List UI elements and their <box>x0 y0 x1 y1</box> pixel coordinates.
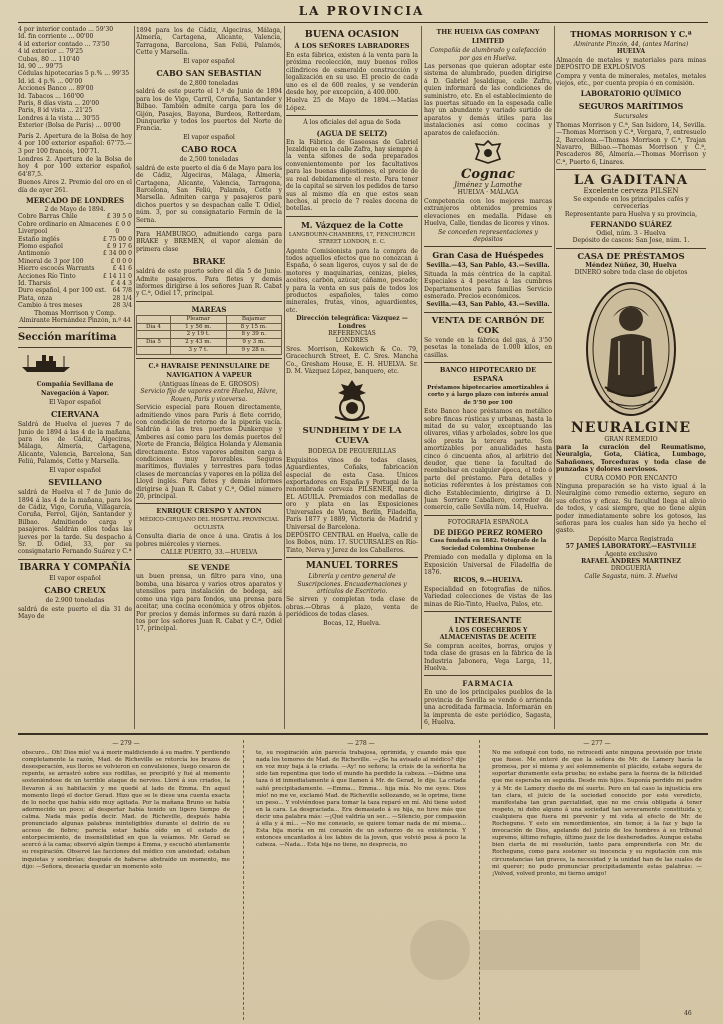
bolsa-row: Id. id. 4 p.% ... 00'00 <box>18 77 83 85</box>
neuralgine-text: para la curación del Reumatismo, Neuralgia, Gota, Ciática, Lumbago, Sabañones, Torceduras y toda clase de punzadas y dolores nerviosos. <box>556 443 706 474</box>
divider <box>136 358 282 359</box>
mareas-cell <box>137 346 171 354</box>
soda-title: Á los oficiales del agua de Soda <box>303 119 401 127</box>
brake-intro: Para HAMBURGO, admitiendo carga para BRAKE y BREMEN, el vapor alemán de primera clase <box>136 230 282 253</box>
referencias-text: Sres. Morrison, Kekewich & Co. 79, Gracechurch Street, E. C. Sres. Mancha Co., Gresham House, E. H. HUELVA. Sr. D. M. Vázquez López, banquero, etc. <box>286 345 418 376</box>
ibarra-text: saldrá de este puerto el día 31 de Mayo de <box>18 605 132 620</box>
brake-text: saldrá de este puerto sobre el día 5 de Junio. Admite pasajeros. Para fletes y demás informes dirigirse á los señores Juan R. Cabat y C.ª, Odiel 17, principal. <box>136 268 282 298</box>
ship-subtitle: El vapor español <box>183 57 235 65</box>
mercado-item: Estaño inglés <box>18 235 60 243</box>
ship-tons: de 2,800 toneladas <box>179 80 239 88</box>
divider <box>556 248 706 249</box>
gas-company-title: THE HUELVA GAS COMPANY LIMITED <box>436 29 540 45</box>
bolsa-row: Id. 90 ... 99'75 <box>18 63 63 71</box>
cognac-text: Competencia con los mejores marcas extranjeros obtenidos premios y elevaciones en medalla. Pídase en Huelva, Calle, tiendas de licores y vinos. <box>424 197 552 228</box>
mercado-row <box>18 250 132 257</box>
neuralgine-subtitle: GRAN REMEDIO <box>604 435 658 443</box>
vazquez-telegraph: Dirección telegráfica: Vázquez — Londres <box>296 315 408 330</box>
column-5 <box>556 26 706 729</box>
vazquez-title: M. Vázquez de la Cotte <box>300 219 404 230</box>
farmacia-title: FARMACIA <box>462 679 514 689</box>
mercado-price: £ 9 17 6 <box>106 242 132 250</box>
mareas-cell: 3 y 7 t. <box>171 346 226 354</box>
bolsa-row: París, 8 días vista ... 20'00 <box>18 100 100 108</box>
bolsa-row: Exterior (Bolsa de París) ... 00'00 <box>18 122 121 130</box>
referencias-city: LONDRES <box>335 337 369 345</box>
foto-address: RICOS, 9.—HUELVA. <box>453 577 523 585</box>
mercado-price: 28 1/4 <box>112 294 132 302</box>
buena-ocasion-subtitle: Á LOS SEÑORES LABRADORES <box>294 42 410 50</box>
mercado-price: £ 14 11 0 <box>102 272 132 280</box>
column-3 <box>286 26 418 729</box>
folletin-page-number: — 279 — <box>112 740 140 747</box>
mercado-item: Id. Tharsis <box>18 280 51 287</box>
column-rule <box>421 26 422 729</box>
mareas-cell: 2 y 19 t. <box>171 331 226 339</box>
divider <box>556 169 706 170</box>
morrison-address: Almirante Pinzón, 44, (antes Marina) <box>573 41 689 48</box>
steamship-icon <box>18 353 74 373</box>
ship-tons: de 2,500 toneladas <box>179 156 239 164</box>
havraise-subtitle: (Antiguas líneas de E. GROSOS) <box>159 380 259 388</box>
foto-name: DE DIEGO PEREZ ROMERO <box>433 528 543 538</box>
mareas-cell: Día 5 <box>137 339 171 347</box>
sheet-number: 46 <box>684 1010 692 1017</box>
divider <box>18 347 132 348</box>
ship2-subtitle: El vapor español <box>49 466 101 474</box>
foto-subtitle: Casa fundada en 1882. Fotógrafo de la Sociedad Colombina Onubense <box>429 538 547 552</box>
mareas-cell: 9 y 3 m. <box>226 339 282 347</box>
mercado-item: Cobre Barras Chile <box>18 213 78 221</box>
neuralgine-agent: Agente exclusivo <box>604 550 658 558</box>
mercado-price: 64 7/8 <box>112 287 132 295</box>
bolsa-row: Acciones Banco ... 89'00 <box>18 85 94 93</box>
mareas-row <box>137 339 282 347</box>
mareas-cell: 2 y 43 m. <box>171 339 226 347</box>
divider <box>136 301 282 302</box>
interesante-text: Se compran aceites, borras, orujos y toda clase de grasas en la fábrica de la Industria Jabonera, Vega Larga, 11, Huelva. <box>424 642 552 672</box>
ibarra-ship: CABO CREUX <box>44 585 106 596</box>
cia-title: Compañía Sevillana de Navegación á Vapor. <box>36 380 114 397</box>
mercado-item: Mineral de 3 por 100 <box>18 257 84 265</box>
divider <box>18 559 132 560</box>
mercado-item: Plomo español <box>18 242 63 250</box>
mercado-item: Antimonio <box>18 250 50 258</box>
mareas-cell: 8 y 39 n. <box>226 331 282 339</box>
top-rule <box>18 22 708 23</box>
column-1 <box>18 26 132 729</box>
section-maritima-title: Sección marítima <box>18 332 117 344</box>
huespedes-text: Situada la más céntrica de la capital. Especiales á 4 pesetas á las cumbres Departamentos para familias Servicio esmerado. Precios económicos. <box>424 270 552 300</box>
torres-title: MANUEL TORRES <box>305 561 399 572</box>
mercado-price: £ 41 6 <box>112 265 132 273</box>
ship1-name: CIERVANA <box>51 409 99 420</box>
mercado-item: Duro español, 4 por 100 ext. <box>18 287 107 295</box>
crespo-address: CALLE PUERTO, 33.—HUELVA <box>160 549 258 557</box>
paris-note: París 2. Apertura de la Bolsa de hoy 4 por 100 exterior español: 67'75.—3 por 100 francés, 100'71. <box>18 132 132 155</box>
buenos-aires-note: Buenos Aires 2. Premio del oro en el día de ayer 261. <box>18 179 132 194</box>
folletin-page-279 <box>22 740 230 1020</box>
mercado-item: Cambio á tres meses <box>18 302 83 310</box>
divider <box>136 503 282 504</box>
ship1-subtitle: El Vapor español <box>48 398 102 406</box>
ibarra-title: IBARRA Y COMPAÑÍA <box>19 562 131 573</box>
foto-text: Premiado con medalla y diploma en la Exposición Universal de Filadelfia de 1876. <box>424 554 552 576</box>
morrison-text-2: Compra y venta de minerales, metales, metales viejos, etc., por cuenta propia ó en comisión. <box>556 72 706 88</box>
vazquez-address: LANGBOURN-CHAMBERS, 17, FENCHURCH STREET LONDON, E. C. <box>288 231 416 246</box>
divider <box>424 362 552 363</box>
brake-title: BRAKE <box>192 256 226 267</box>
neuralgine-lab: 57 JAMES LABORATORY.—EASTVILLE <box>565 543 697 551</box>
banco-title: BANCO HIPOTECARIO DE ESPAÑA <box>439 365 537 383</box>
neuralgine-portrait-medallion-icon <box>583 279 679 419</box>
banco-text: Este Banco hace préstamos en metálico sobre fincas rústicas y urbanas, hasta la mitad de su valor, exceptuando las olivares, viñas y arbolados, sobre los que sólo presta la tercera parte. Son amortizables por anualidades hasta cinco ó cincuenta años, al arbitrio del deudor, que tiene la facultad de reembolsar en cualquier época, el todo ó parte del préstamo. Para detalles y noticias referentes á los préstamos con dicho Establecimiento, dirigirse á D. Juan Sorriere Caballero, corredor de comercio, calle Sevilla núm. 14, Huelva. <box>424 408 552 512</box>
neuralgine-drugstore: DROGUERÍA <box>610 565 652 573</box>
column-rule <box>243 740 244 1020</box>
soda-name: (AGUA DE SELTZ) <box>316 128 388 138</box>
londres-note: Londres 2. Apertura de la Bolsa de hoy 4 por 100 exterior español, 64'87,5. <box>18 155 132 178</box>
folletin-page-number: — 277 — <box>583 740 611 747</box>
ship1-text: Saldrá de Huelva el jueves 7 de Junio de 1894 á las 4 de la mañana, para los de Cádiz, Algeciras, Málaga, Almería, Cartagena, Alicante, Valencia, Barcelona, San Feliú, Palamós, Cette y Marsella. <box>18 421 132 466</box>
folletin-text: obscuro... Oh! Dios mío! va á morir maldiciendo á su madre. Y perdiendo completamente la razón, Mad. de Richeville se retorcía los brazos de desesperación, sus lloros se volvieron en convulsiones, luego cesaron de repente, se arrastró sobre sus rodillas, se precipitó y fué al momento sosteniéndose de un terrible ataque de nervios. Lloré á sus criados, la llevaron á su habitación y me quedé al lado de Emma. En aquel momento llegó el doctor Gerad. Hizo que se le diese una cuenta exacta de lo noche que había sido muy agitada. Por la mañana Bruno se había adormecido un poco; al despertar había tenido un ligero tiempo de calma. Nada más podía decir. Mad. de Richeville, después había pronunciado algunas palabras ininteligibles durante el delirio de su acceso de fiebre; parecía estar había oído en el estado de entorpecimiento, de insensibilidad en que la veíamos. Mr. Gerad se acercó á la cama; observó algún tiempo á Emma, y escuchó atentamente su respiración. Observé las facciones del médico con ansiedad; estaban inquietas y sombrías; después de haberse abstraído un momento, me dijo: —Señora, desearía quedar un momento solo <box>22 750 230 870</box>
archive-watermark-icon <box>400 910 650 990</box>
interesante-title: INTERESANTE <box>454 614 522 625</box>
ibarra-subtitle: El vapor español <box>49 574 101 582</box>
mareas-row <box>137 331 282 339</box>
se-vende-text: un buen prensa, un filtro para vino, una bomba, una bisarca y varios otros aparatos y utensilios para instalación de bodega, así como una viga para fondos, una prensa para aceitar, una cocina económica y otros objetos. Por precios y demás informes su dará razón á tos por los señores Juan R. Cabat y C.ª, Odiel 17, principal. <box>136 573 282 633</box>
havraise-title: C.ª HAVRAISE PENINSULAIRE DE NAVIGATION Á VAPEUR <box>148 362 270 379</box>
sucursales-text: Thomas Morrison y C.ª, San Isidoro, 14, Sevilla.—Thomas Morrison y C.ª, Vergara, 7, entresuelo 2, Barcelona.—Thomas Morrison y C.ª, Trajan Navarro, Bilbao.—Thomas Morrison y C.ª, Pescaderos 86, Almería.—Thomas Morrison y C.ª, Puerto 6, Linares. <box>556 121 706 166</box>
cabo-roca-text: saldrá de este puerto el día 6 de Mayo para los de Cádiz, Algeciras, Málaga, Almería, Cartagena, Alicante, Valencia, Tarragona, Barcelona, San Feliú, Palamós, Cette y Marsella. Admiten carga y pasajeros para dichos puertos y se despachan calle T. Odiel, núm. 3, por su consignatario Fermín de la Serna. <box>136 164 282 224</box>
mareas-row <box>137 323 282 331</box>
mercado-item: Acciones Río Tinto <box>18 272 76 280</box>
mercado-sign: Thomas Morrison y Comp. <box>34 309 116 317</box>
mercado-item: Cobre ordinario en Almacenes Liverpool <box>18 220 113 236</box>
bolsa-row: 4 id exterior ... 79'25 <box>18 48 84 56</box>
morrison-title: THOMAS MORRISON Y C.ª <box>570 29 692 39</box>
coke-title: VENTA DE CARBÓN DE COK <box>431 315 545 336</box>
column-rule <box>134 26 135 729</box>
coat-of-arms-icon <box>329 377 375 423</box>
folletin-page-number: — 278 — <box>347 740 375 747</box>
morrison-city: HUELVA <box>616 48 646 56</box>
mercado-price: £ 34 00 0 <box>102 250 132 258</box>
divider <box>424 675 552 676</box>
sundheim-text: Exquisitos vinos de todas clases, Aguardientes, Coñaks, fabricación especial de esta Casa. Unicos exportadores en España y Portugal de la renombrada cerveza PILSENER, marca EL AGUILA. Premiados con medallas de oro y plata en las Exposiciones Universales de Viena, Berlín, Filadelfia, París 1877 y 1889, Victoria de Madrid y Universal de Barcelona. <box>286 456 418 531</box>
mercado-row <box>18 287 132 294</box>
folletin-rule <box>18 733 708 735</box>
se-vende-title: SE VENDE <box>188 563 230 573</box>
mercado-row <box>18 236 132 243</box>
cabo-san-sebastian-title: CABO SAN SEBASTIAN <box>156 68 262 79</box>
bolsa-row: Cédulas hipotecarias 5 p.% ... 99'35 <box>18 70 130 78</box>
gaditana-subtitle: Excelente cerveza PILSEN <box>583 187 679 196</box>
mercado-row <box>18 265 132 272</box>
sundheim-depot: DEPÓSITO CENTRAL en Huelva, calle de los Bobos, núm. 17. SUCURSALES en Río-Tinto, Nerva y Jerez de los Caballeros. <box>286 531 418 554</box>
mercado-row <box>18 213 132 220</box>
masthead: LA PROVINCIA <box>298 4 425 18</box>
gaditana-depot: Depósito de cascos: San Jose, núm. 1. <box>572 237 690 245</box>
crest-icon <box>471 139 505 165</box>
prestamos-address: Méndez Núñez, 30, Huelva <box>585 261 677 269</box>
mareas-cell: Día 4 <box>137 323 171 331</box>
cognac-cities: HUELVA · MÁLAGA <box>457 189 519 197</box>
mareas-header-row <box>137 315 282 323</box>
huespedes-title: Gran Casa de Huéspedes <box>432 250 544 261</box>
mercado-item: Hierro escocés Warrants <box>18 265 95 273</box>
prestamos-text: DINERO sobre toda clase de objetos <box>574 269 688 277</box>
divider <box>18 327 132 328</box>
ibarra-tons: de 2.900 toneladas <box>45 597 105 605</box>
bolsa-row: París, 8 id vista ... 21'25 <box>18 107 93 115</box>
sundheim-title: SUNDHEIM Y DE LA CUEVA <box>302 426 402 447</box>
crespo-subtitle: MÉDICO-CIRUJANO DEL HOSPITAL PROVINCIAL OCULISTA <box>139 517 279 531</box>
torres-text: Se sirven y completan toda clase de obras.—Obras á plazo, venta de periódicos de todas clases. <box>286 596 418 619</box>
mercado-date: 2 de Mayo de 1894. <box>44 205 106 213</box>
mareas-cell: 8 y 15 m. <box>226 323 282 331</box>
banco-subtitle: Préstamos hipotecarios amortizables á corto y á largo plazo con interés anual de 5'50 por 100 <box>427 384 549 406</box>
divider <box>424 312 552 313</box>
prestamos-title: CASA DE PRÉSTAMOS <box>577 251 685 262</box>
mercado-price: £ 39 5 0 <box>106 213 132 221</box>
mareas-cell: 9 y 28 n. <box>226 346 282 354</box>
foto-text-2: Especialidad en fotografías de niños. Variedad colecciones de vistas de las minas de Río-Tinto, Huelva, Palos, etc. <box>424 585 552 608</box>
seguros-title: SEGUROS MARÍTIMOS <box>578 101 684 112</box>
folletin-text: te, su respiración aún parecía trabajosa, oprimida, y cuando más que nada los temores de Mad. de Richeville. —¿Se ha avisado al médico? dije en voz muy baja á la criada. —Ay! no señora; la crisis de la señorita ha sido tan repentina que todo el mundo ha perdido la cabeza. —Dádme una taza ó id inmediatamente á que llamen á Mr. de Gerad, le dije. La criada salió precipitadamente. —Emma... Emma... hija mía. No me oyes. Dios mío! no me ve, exclamó Mad. de Richeville sollozando, se le oprime, tiene un peso... Y volviéndose para tomar la taza reparó en mí. Ahí tiene usted en la cara. La desgraciada... Era demasiado á su hija, no tuve más que decir una palabra más: —¡Qué valdría un ser... —Silencio, por compasión á ella y á mí... —No me consuelo, se quiere tomar nada de mí misma... Esta hija moría en mi corazón de un esfuerzo de su existencia. Y entonces encantados á los labios de la joven, que volvió pesa á poco la cabeza. —Nada... Esta hija no tiene, no desprecia, no <box>256 750 466 849</box>
divider <box>424 246 552 247</box>
divider <box>424 515 552 516</box>
divider <box>286 115 418 116</box>
huespedes-address: Sevilla.—43, San Pablo, 43.—Sevilla. <box>426 262 550 270</box>
divider <box>286 557 418 558</box>
gaditana-rep: Representante para Huelva y su provincia, <box>564 210 698 218</box>
referencias-title: REFERENCIAS <box>328 330 376 337</box>
mercado-item: Plata, onza <box>18 294 53 302</box>
mercado-row <box>18 273 132 280</box>
vazquez-text: Agente Comisionista para la compra de todos aquellos efectos que no conozcan á España, ó sean ligeros, cuyos y sal de de motores y maquinarias, cenizas, pieles, aceites, carbón, azúcar, cáñamo, pescado; y para la venta en sus país de todos los productos españoles, tales como minerales, frutas, vinos, aguardientes, etc. <box>286 247 418 314</box>
neuralgine-address: Calle Sagasta, núm. 3. Huelva <box>584 572 678 580</box>
crespo-text: Consulta diaria de once á una. Gratis á los pobres miércoles y viernes. <box>136 533 282 548</box>
sundheim-subtitle: BODEGA DE PEGUERILLAS <box>307 448 397 456</box>
mercado-row <box>18 280 132 287</box>
gaditana-address: Odiel, núm. 3 - Huelva <box>596 229 666 237</box>
ship-subtitle: El vapor español <box>183 133 235 141</box>
mercado-row <box>18 243 132 250</box>
neuralgine-depot: Depósito Marca Registrada <box>588 535 674 543</box>
torres-subtitle: Librería y centro general de Suscripciones. Encuadernaciones y artículos de Escritorio. <box>297 573 407 595</box>
interesante-subtitle: Á LOS COSECHEROS Y ALMACENISTAS DE ACEITE <box>439 626 537 642</box>
mercado-price: 28 3/4 <box>112 302 132 310</box>
bolsa-row: Id. Tabacos ... 160'00 <box>18 92 84 100</box>
buena-ocasion-title: BUENA OCASION <box>304 29 400 40</box>
neuralgine-cure: CURA COMO POR ENCANTO <box>584 474 678 482</box>
soda-text: En la Fábrica de Gaseosas de Gabriel Jezaldique en la calle Zafra, hay siempre á la venta sifones de soda preparados convenientemente por los facultativos para las buenas digestiones, el precio de su real debidamente el resto. Para tener de la capital se sirven los pedidos de tarso sus al mismo día en que estos sean hechos, al precio de 7 reales docena de botellas. <box>286 138 418 213</box>
buena-ocasion-text: En esta fábrica, existen á la venta para la próxima recolección, muy buenos rollos cilíndricos de esmeraldo construcción y legalización en su uso. El precio de cada uno es el de 600 reales, y se venderán desde hoy, por excepción, á 400.000. <box>286 52 418 97</box>
bolsa-row: Londres á la vista ... 30'55 <box>18 114 100 122</box>
neuralgine-title: NEURALGINE <box>571 419 691 436</box>
gaditana-text: Se expende en los principales cafés y cervecerías <box>573 195 689 211</box>
mercado-price: £ 75 00 0 <box>102 235 132 243</box>
cognac-reps: Se conceden representaciones y depósitos <box>438 228 538 243</box>
mercado-row <box>18 295 132 302</box>
neuralgine-text-2: Ninguna preparación se ha visto igual á la Neuralgine como remedio externo, seguro en sus efectos y eficaz. Su facultad llega al alivio de todos, y casi siempre, que no tiene algún poder inmediatamente sobre los gotosos, las señoras para los cuales han sido ya hecho el gasto. <box>556 482 706 535</box>
folletin-text: No me sofoqué con todo, no retrocedí ante ninguna provisión por triste que fuese. Me enteré de que la señora de Mr. de Lamery hacía la promesa, por sí misma y así solemnemente el plácido, estaba segura de soportar duramente esta prueba; no estaba para la fuerza de la felicidad que me esperaba en seguida. Desde mis hijos. Suponía perdido mi padre y á Mr. de Lamery dueño de mí suerte. Pero en tal caso la injusticia era tan clara, el juicio de la sociedad conocido por este veredicto, manifestaba tan gran parcialidad, que no me creía obligada á tener respeto, ni debo alguno á una sociedad tan severamente constituida y, cualquiera que fuera mi porvenir y mi vida al efecto de Mr. de Rochegune. Y esto sin remordimientos, sin temor, á la faz y bajo la invocación de Dios, apelando del juicio de los hombres á su tribunal supremo, último refugio, último juez de los desheredados. Aunque estaba bien cierta de mi resolución, tanto para emprenderla con Mr. de Rochegune, como para sostener su inocencia y su reputación con mis circunstancias tan graves, la necesidad y la unidad han de las cuales de mi querer; no pudo pronunciar precipitadamente estas palabras: —¡Volved, volved pronto, mi tierno amigo! <box>492 750 702 877</box>
bolsa-row: 4 por interior contado ... 59'30 <box>18 26 114 33</box>
gas-company-subtitle: Compañía de alumbrado y calefacción por gas en Huelva. <box>429 47 547 62</box>
column-4 <box>424 26 552 729</box>
mercado-row <box>18 258 132 265</box>
mareas-row <box>137 346 282 354</box>
foto-title: FOTOGRAFÍA ESPAÑOLA <box>447 518 529 526</box>
column-rule <box>554 26 555 729</box>
havraise-service: Servicio fijo de vapores entre Huelva, Hâvre, Rouen, París y viceversa. <box>140 388 278 403</box>
mercado-sign-address: Almirante Hernández Pinzón, n.º 44 <box>19 317 131 325</box>
mercado-row <box>18 221 132 236</box>
torres-address: Bocas, 12, Huelva. <box>323 619 381 627</box>
huespedes-address-2: Sevilla.—43, San Pablo, 43.—Sevilla. <box>426 301 550 309</box>
divider <box>136 559 282 560</box>
ibarra-continued: 1894 para los de Cádiz, Algeciras, Málaga, Almería, Cartagena, Alicante, Valencia, Tarragona, Barcelona, San Feliú, Palamós, Cette y Marsella. <box>136 27 282 57</box>
mareas-cell: Bajamar <box>226 315 282 323</box>
divider <box>424 611 552 612</box>
column-rule <box>284 26 285 729</box>
cabo-san-sebastian-text: saldrá de este puerto el 1.º de Junio de 1894 para los de Vigo, Carril, Coruña, Santander y Bilbao. También admite carga para los de Gijón, Pasajes, Bayona, Burdeos, Rotterdam, Dunquerke y todos los puertos del Norte de Francia. <box>136 88 282 133</box>
divider <box>286 216 418 217</box>
mercado-row <box>18 302 132 309</box>
farmacia-text: En uno de los principales pueblos de la provincia de Sevilla se vende ó arrienda una acreditada farmacia. Informarán en la imprenta de este periódico, Sagasta, 6, Huelva. <box>424 689 552 726</box>
gas-company-text: Las personas que quieran adoptar este sistema de alumbrado, pueden dirigirse á D. Gabriel Jesaldique, calle Zafra, quien informará de las condiciones de suministro, etc. En el establecimiento de las puertas situado en la espesada calle hay un abundante y variado surtido de aparatos y demás útiles para las instalaciones así como cocinas y aparatos de calefacción. <box>424 63 552 137</box>
laboratorio-title: LABORATORIO QUÍMICO <box>580 89 682 99</box>
cabo-roca-title: CABO ROCA <box>181 144 237 155</box>
cognac-word: Cognac <box>461 167 515 183</box>
cognac-brand: Jiménez y Lamothe <box>454 181 522 190</box>
bolsa-row: Cubas, 80 ... 110'40 <box>18 55 80 63</box>
bolsa-quotes <box>18 26 132 130</box>
mercado-price: £ 0 0 0 <box>110 257 132 265</box>
mareas-cell: Pleamar <box>171 315 226 323</box>
mareas-cell <box>137 315 171 323</box>
sucursales-title: Sucursales <box>614 113 648 121</box>
havraise-text: Servicio especial para Rouen directamente, admitiendo vinos para París á flete corrido, con condición de retorno de la pipería vacía. Saldrán á las tres puertos Dunkerque y Amberes así como para los demás puertos del Norte de Francia, Bélgica Holanda y Alemania directamente. Estos vapores admiten carga á condiciones muy favorables. Seguros marítimos, fluviales y terrestres para todas clases de mercancías y vapores en la póliza del Lloyd inglés. Para fletes y demás informes dirigirse á Juan R. Cabat y C.ª, Odiel número 20, principal. <box>136 404 282 501</box>
mercado-price: £ 4 4 3 <box>110 280 132 287</box>
morrison-text: Almacén de metales y materiales para minas DEPÓSITO DE EXPLOSIVOS <box>556 56 706 72</box>
mercado-price: £ 0 0 0 <box>115 220 131 236</box>
gaditana-name: FERNANDO SUÁREZ <box>590 219 672 229</box>
crespo-title: ENRIQUE CRESPO Y ANTON <box>156 507 262 516</box>
divider <box>136 227 282 228</box>
bolsa-row: 4 id exterior contado ... 73'50 <box>18 40 110 48</box>
mareas-cell: 1 y 56 m. <box>171 323 226 331</box>
mareas-table <box>136 315 282 355</box>
mercado-table <box>18 213 132 309</box>
bolsa-row: Id. fin corriente ... 00'00 <box>18 33 94 41</box>
mercado-title: MERCADO DE LONDRES <box>25 195 125 205</box>
gaditana-title: LA GADITANA <box>573 173 689 189</box>
column-2 <box>136 26 282 729</box>
ship2-text: saldrá de Huelva el 7 de Junio de 1894 á las 4 de la mañana, para los de Cádiz, Vigo, Coruña, Villagarcía, Coruña, Ferrol, Gijón, Santander y Bilbao. Admitiendo carga y pasajeros. Saldrán ellos todas las jueves por la tarde. Su despacho á Sr. D. Odiel, 33, por su consignatario Fernando Suárez y C.ª <box>18 489 132 556</box>
mareas-cell <box>137 331 171 339</box>
buena-ocasion-sign: Huelva 25 de Mayo de 1894.—Matías López. <box>286 97 418 112</box>
mareas-title: MAREAS <box>191 304 227 314</box>
coke-text: Se vende en la fábrica del gas, á 3'50 pesetas la tonelada de 1.000 kilos, en casillas. <box>424 336 552 359</box>
neuralgine-agent-name: RAFAEL ANDRES MARTINEZ <box>581 558 681 566</box>
ship2-name: SEVILLANO <box>48 477 102 488</box>
